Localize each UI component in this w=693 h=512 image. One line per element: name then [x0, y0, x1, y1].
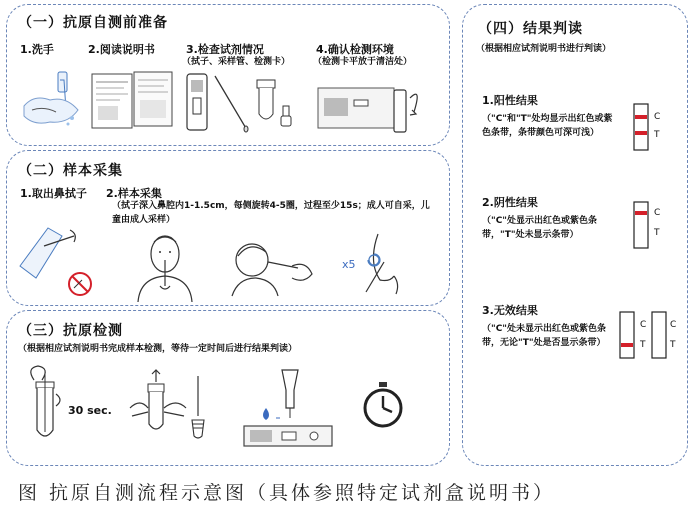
figure-caption: 图 抗原自测流程示意图（具体参照特定试剂盒说明书） — [18, 482, 556, 504]
invalid-result-label: 3.无效结果 — [482, 304, 538, 317]
invalid-test-strip-1 — [618, 310, 638, 362]
adult-self-sampling-illustration — [130, 230, 200, 302]
positive-t-label: T — [654, 130, 660, 140]
positive-test-strip — [632, 102, 668, 154]
positive-result-label: 1.阳性结果 — [482, 94, 538, 107]
panel-antigen-test-title: （三）抗原检测 — [18, 323, 123, 339]
panel-sample-collection-title: （二）样本采集 — [18, 163, 123, 179]
child-sampling-illustration — [222, 232, 318, 298]
invalid-strip-1-c-label: C — [640, 320, 647, 330]
step-take-swab: 1.取出鼻拭子 — [20, 187, 87, 200]
step-check-environment: 4.确认检测环境 — [316, 43, 394, 56]
dropper-tip-illustration — [186, 374, 210, 446]
sample-collection-note: （拭子深入鼻腔内1-1.5cm，每侧旋转4-5圈，过程至少15s；成人可自采，儿童由成人采样） — [112, 201, 430, 225]
timer-label: 30 sec. — [68, 404, 112, 417]
invalid-strip-2-c-label: C — [670, 320, 677, 330]
negative-result-desc: （"C"处显示出红色或紫色条带，"T"处未显示条带） — [482, 216, 597, 240]
step-check-kit-note: （拭子、采样管、检测卡） — [182, 57, 291, 67]
stopwatch-icon — [360, 380, 406, 430]
invalid-strip-1-t-label: T — [640, 340, 646, 350]
squeeze-tube-illustration — [126, 368, 190, 448]
positive-c-label: C — [654, 112, 661, 122]
panel-preparation-title: （一）抗原自测前准备 — [18, 15, 168, 31]
invalid-test-strip-2 — [650, 310, 670, 362]
invalid-result-desc: （"C"处未显示出红色或紫色条带，无论"T"处是否显示条带） — [482, 324, 606, 348]
negative-t-label: T — [654, 228, 660, 238]
nostril-rotation-illustration — [360, 232, 420, 298]
tube-mixing-illustration — [20, 364, 70, 448]
step-wash-hands: 1.洗手 — [20, 43, 54, 56]
hand-washing-illustration — [20, 66, 86, 132]
panel-result-interpretation-title: （四）结果判读 — [478, 21, 583, 37]
negative-c-label: C — [654, 208, 661, 218]
step-read-manual: 2.阅读说明书 — [88, 43, 155, 56]
step-check-environment-note: （检测卡平放于清洁处） — [313, 57, 413, 67]
antigen-test-note: （根据相应试剂说明书完成样本检测，等待一定时间后进行结果判读） — [18, 344, 298, 354]
positive-result-desc: （"C"和"T"处均显示出红色或紫色条带，条带颜色可深可浅） — [482, 114, 613, 138]
flat-surface-card-illustration — [316, 80, 436, 136]
negative-test-strip — [632, 200, 668, 252]
step-collect-sample: 2.样本采集 — [106, 187, 162, 200]
result-interpretation-note: （根据相应试剂说明书进行判读） — [476, 44, 612, 54]
rotate-count-label: x5 — [342, 258, 356, 271]
invalid-strip-2-t-label: T — [670, 340, 676, 350]
step-check-kit: 3.检查试剂情况 — [186, 43, 264, 56]
manual-illustration — [90, 70, 174, 132]
swab-package-illustration — [18, 226, 98, 300]
drop-on-card-illustration — [238, 368, 338, 450]
kit-contents-illustration — [185, 72, 305, 136]
negative-result-label: 2.阴性结果 — [482, 196, 538, 209]
